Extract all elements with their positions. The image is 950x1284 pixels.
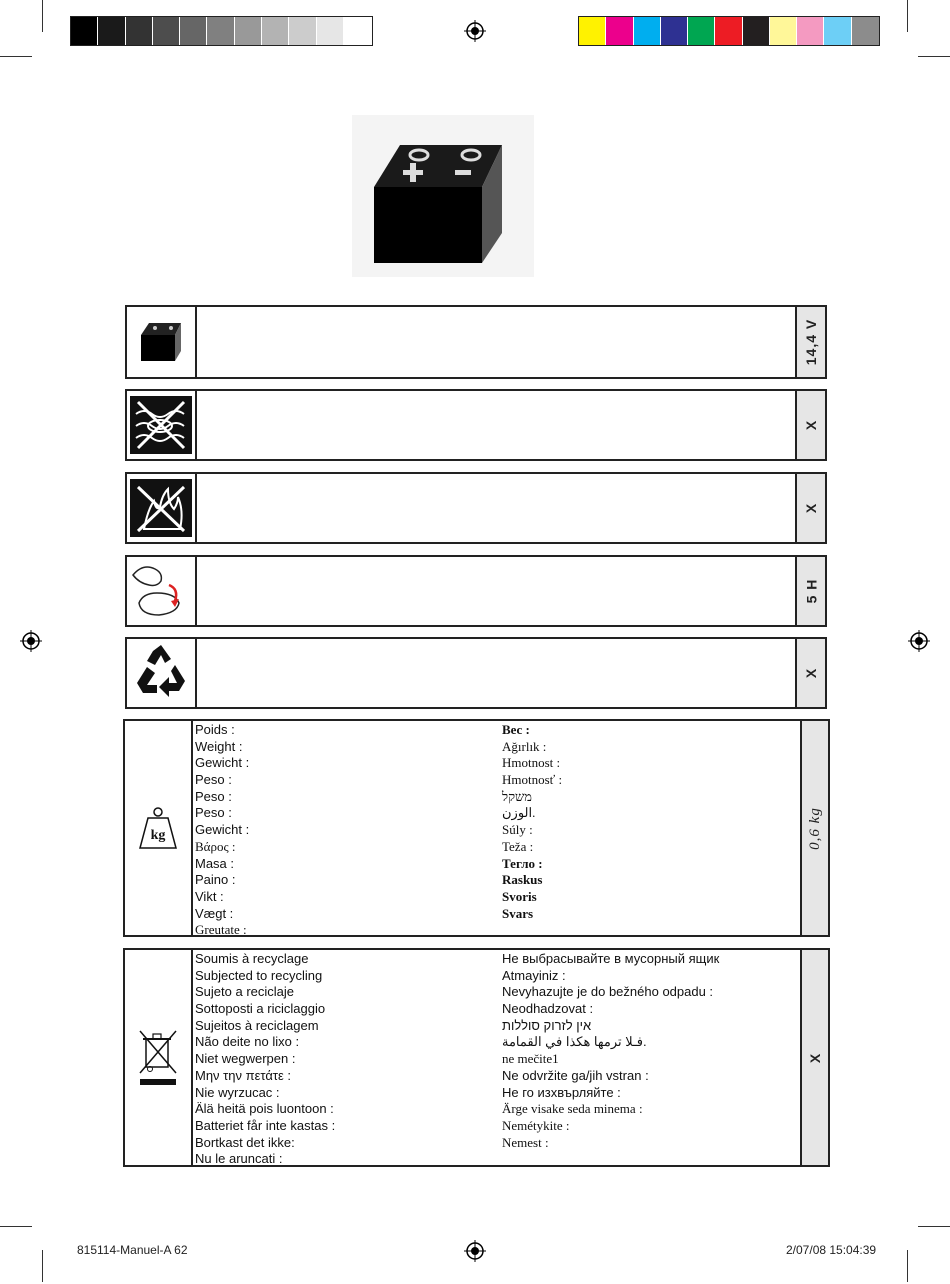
color-swatch bbox=[688, 17, 715, 45]
language-label: Niet wegwerpen : bbox=[195, 1051, 296, 1067]
crossed-bin-icon bbox=[125, 950, 193, 1165]
no-water-value: X bbox=[803, 419, 819, 431]
recycle-block-value: X bbox=[807, 1052, 823, 1063]
registration-mark-icon bbox=[464, 20, 486, 42]
language-label: Ağırlık : bbox=[502, 738, 547, 754]
language-label: Hmotnosť : bbox=[502, 772, 563, 788]
charging-hand-icon bbox=[127, 557, 197, 625]
no-water-disposal-row bbox=[125, 389, 827, 461]
language-label: Poids : bbox=[195, 722, 235, 737]
color-swatch bbox=[797, 17, 824, 45]
language-label: Nevyhazujte je do bežného odpadu : bbox=[502, 984, 714, 1000]
language-label: Sujeto a reciclaje bbox=[195, 984, 294, 1000]
language-label: Μην την πετάτε : bbox=[195, 1067, 292, 1083]
weight-icon bbox=[125, 721, 193, 935]
color-swatch bbox=[606, 17, 633, 45]
color-swatch bbox=[824, 17, 851, 45]
language-label: Svoris bbox=[502, 888, 537, 904]
battery-illustration bbox=[352, 115, 534, 277]
color-swatch bbox=[126, 17, 153, 45]
recycling-block bbox=[123, 948, 830, 1167]
no-fire-icon bbox=[127, 474, 197, 542]
weight-value: 0,6 kg bbox=[806, 806, 823, 850]
language-label: Raskus bbox=[502, 872, 543, 888]
color-swatch bbox=[579, 17, 606, 45]
recycle-value: X bbox=[803, 667, 819, 679]
recycle-labels-right bbox=[502, 951, 719, 1151]
language-label: Teža : bbox=[502, 838, 534, 854]
recycle-icon bbox=[127, 639, 197, 707]
color-swatch bbox=[180, 17, 207, 45]
language-label: Hmotnost : bbox=[502, 755, 561, 771]
language-label: Nu le aruncati : bbox=[195, 1151, 283, 1167]
language-label: Não deite no lixo : bbox=[195, 1034, 300, 1050]
language-label: Vikt : bbox=[195, 888, 224, 904]
language-label: Paino : bbox=[195, 872, 236, 888]
charging-time-value: 5 H bbox=[802, 578, 819, 604]
color-swatch bbox=[262, 17, 289, 45]
color-scale-bar bbox=[578, 16, 880, 46]
footer-right-text: 2/07/08 15:04:39 bbox=[786, 1243, 877, 1257]
language-label: Masa : bbox=[195, 855, 235, 871]
weight-block bbox=[123, 719, 830, 937]
color-swatch bbox=[207, 17, 234, 45]
registration-mark-icon bbox=[464, 1240, 486, 1262]
voltage-value: 14,4 V bbox=[803, 318, 820, 366]
footer-left-text: 815114-Manuel-A 62 bbox=[77, 1243, 188, 1257]
color-swatch bbox=[317, 17, 344, 45]
language-label: Gewicht : bbox=[195, 755, 250, 771]
charging-time-row bbox=[125, 555, 827, 627]
language-label: משקל bbox=[502, 788, 532, 804]
language-label: Bec : bbox=[502, 722, 530, 737]
language-label: Sottoposti a riciclaggio bbox=[195, 1001, 326, 1017]
color-swatch bbox=[743, 17, 770, 45]
registration-mark-icon bbox=[908, 630, 930, 652]
language-label: Βάρος : bbox=[195, 838, 236, 854]
language-label: Gewicht : bbox=[195, 822, 250, 838]
no-fire-row bbox=[125, 472, 827, 544]
language-label: Peso : bbox=[195, 788, 232, 804]
color-swatch bbox=[661, 17, 688, 45]
battery-icon bbox=[127, 307, 197, 377]
language-label: Vægt : bbox=[195, 905, 234, 921]
language-label: Svars bbox=[502, 905, 534, 921]
no-fire-value: X bbox=[803, 502, 819, 514]
color-swatch bbox=[289, 17, 316, 45]
language-label: Weight : bbox=[195, 738, 243, 754]
battery-voltage-row bbox=[125, 305, 827, 379]
color-swatch bbox=[153, 17, 180, 45]
language-label: فـلا ترمها هكذا في القمامة. bbox=[502, 1034, 647, 1050]
language-label: Nie wyrzucac : bbox=[195, 1084, 280, 1100]
registration-mark-icon bbox=[20, 630, 42, 652]
language-label: Ne odvržite ga/jih vstran : bbox=[502, 1067, 649, 1083]
color-swatch bbox=[715, 17, 742, 45]
language-label: Subjected to recycling bbox=[195, 967, 323, 983]
language-label: אין לזרוק סוללות bbox=[502, 1017, 592, 1033]
language-label: Bortkast det ikke: bbox=[195, 1134, 295, 1150]
gray-scale-bar bbox=[70, 16, 373, 46]
language-label: Nemétykite : bbox=[502, 1117, 570, 1133]
weight-labels-right bbox=[502, 722, 562, 922]
color-swatch bbox=[770, 17, 797, 45]
svg-text:kg: kg bbox=[150, 828, 166, 843]
language-label: Súly : bbox=[502, 822, 533, 838]
no-water-disposal-icon bbox=[127, 391, 197, 459]
language-label: Greutate : bbox=[195, 922, 247, 938]
language-label: الوزن. bbox=[502, 805, 536, 821]
language-label: Älä heitä pois luontoon : bbox=[195, 1101, 334, 1117]
color-swatch bbox=[71, 17, 98, 45]
language-label: Soumis à recyclage bbox=[195, 951, 309, 966]
weight-labels-left bbox=[195, 722, 249, 939]
language-label: Atmayiniz : bbox=[502, 967, 566, 983]
language-label: Neodhadzovat : bbox=[502, 1001, 594, 1017]
language-label: Sujeitos à reciclagem bbox=[195, 1017, 319, 1033]
language-label: Nemest : bbox=[502, 1134, 549, 1150]
language-label: Batteriet får inte kastas : bbox=[195, 1117, 336, 1133]
color-swatch bbox=[634, 17, 661, 45]
recycle-labels-left bbox=[195, 951, 335, 1168]
language-label: Peso : bbox=[195, 772, 232, 788]
language-label: ne mečite1 bbox=[502, 1051, 559, 1067]
color-swatch bbox=[852, 17, 879, 45]
recycle-row bbox=[125, 637, 827, 709]
color-swatch bbox=[235, 17, 262, 45]
language-label: Ärge visake seda minema : bbox=[502, 1101, 643, 1117]
language-label: Не выбрасывайте в мусорный ящик bbox=[502, 951, 720, 966]
language-label: Тегло : bbox=[502, 855, 543, 871]
color-swatch bbox=[98, 17, 125, 45]
language-label: Peso : bbox=[195, 805, 232, 821]
language-label: Не го изхвърляйте : bbox=[502, 1084, 621, 1100]
color-swatch bbox=[344, 17, 371, 45]
